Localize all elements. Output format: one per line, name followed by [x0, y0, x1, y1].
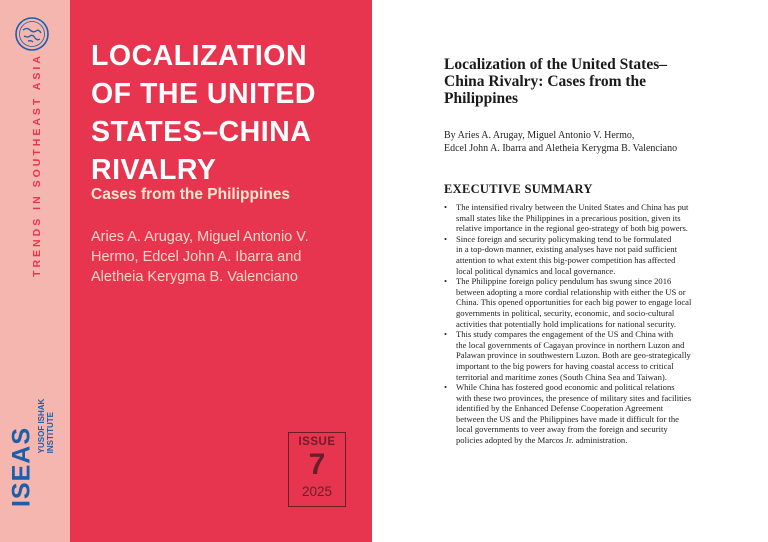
cover-title-line: LOCALIZATION [91, 40, 308, 72]
cover-subtitle: Cases from the Philippines [91, 186, 290, 203]
cover-author-line: Aletheia Kerygma B. Valenciano [91, 269, 298, 285]
cover-panel [70, 0, 372, 542]
summary-bullet-line: The Philippine foreign policy pendulum has swung since 2016 [456, 276, 672, 287]
byline-line: Edcel John A. Ibarra and Aletheia Kerygma B. Valenciano [444, 142, 678, 154]
cover-spine [0, 0, 70, 542]
bullet-dot-icon: • [444, 233, 448, 244]
issue-box [288, 432, 346, 507]
issue-number: 7 [308, 448, 326, 481]
summary-bullet-line: While China has fostered good economic and political relations [456, 382, 675, 393]
summary-bullet-line: Since foreign and security policymaking tend to be formulated [456, 233, 672, 244]
summary-bullet-line: with these two provinces, the presence of military sites and facilities [456, 392, 692, 403]
section-heading: EXECUTIVE SUMMARY [444, 182, 593, 196]
byline-line: By Aries A. Arugay, Miguel Antonio V. Hermo, [444, 130, 635, 141]
iseas-logo: ISEAS [7, 426, 36, 508]
summary-bullet-line: The intensified rivalry between the United States and China has put [456, 202, 689, 212]
summary-bullet-line: attention to what extent this big-power competition has affected [456, 254, 676, 265]
summary-bullet-line: the local governments of Cagayan province in northern Luzon and [456, 339, 685, 350]
cover-author-line: Aries A. Arugay, Miguel Antonio V. [91, 229, 309, 245]
summary-bullet-line: China. This opened opportunities for each big power to engage local [456, 297, 692, 308]
document-title [444, 56, 734, 107]
globe-logo-icon [14, 16, 50, 52]
cover-title-line: OF THE UNITED [91, 78, 316, 110]
byline [444, 130, 677, 155]
publisher-name-line: INSTITUTE [46, 411, 55, 454]
cover-title [91, 37, 361, 189]
bullet-dot-icon: • [444, 276, 448, 287]
summary-bullet-item [444, 382, 744, 446]
document-title-line: Philippines [444, 90, 519, 107]
issue-label: ISSUE [298, 436, 336, 448]
summary-bullet-line: between adopting a more cordial relationship with either the US or [456, 286, 686, 297]
publisher-name [37, 399, 55, 454]
publisher-name-line: YUSOF ISHAK [37, 398, 46, 454]
summary-bullet-line: Palawan province in southwestern Luzon. Both are geo-strategically [456, 350, 691, 361]
series-label: TRENDS IN SOUTHEAST ASIA [31, 53, 43, 277]
summary-bullet-line: important to the big powers for having coastal access to critical [456, 360, 674, 371]
summary-bullet-line: territorial and maritime zones (South China Sea and Taiwan). [456, 371, 667, 382]
summary-bullet-line: local governments to veer away from the foreign and security [456, 424, 668, 435]
summary-bullet-line: small states like the Philippines in a precarious position, given its [456, 212, 681, 223]
summary-bullet-item [444, 202, 744, 234]
bullet-dot-icon: • [444, 202, 448, 212]
document-title-line: Localization of the United States– [444, 56, 668, 73]
cover-author-line: Hermo, Edcel John A. Ibarra and [91, 249, 302, 265]
summary-bullet-line: policies adopted by the Marcos Jr. administration. [456, 435, 628, 446]
summary-bullet-line: relative importance in the regional geo-strategy of both big powers. [456, 223, 688, 234]
summary-bullet-line: activities that potentially hold implications for national security. [456, 318, 676, 329]
summary-bullet-item [444, 234, 744, 276]
summary-bullet-line: governments in political, security, economic, and socio-cultural [456, 307, 675, 318]
issue-year: 2025 [301, 484, 333, 499]
summary-bullets [444, 202, 744, 446]
summary-bullet-line: This study compares the engagement of the US and China with [456, 329, 674, 340]
cover-title-line: RIVALRY [91, 154, 217, 186]
bullet-dot-icon: • [444, 382, 448, 393]
summary-bullet-item [444, 276, 744, 329]
summary-bullet-line: between the US and the Philippines have made it difficult for the [456, 413, 679, 424]
summary-bullet-line: local political dynamics and local governance. [456, 265, 616, 276]
summary-bullet-line: in a top-down manner, existing analyses have not paid sufficient [456, 244, 677, 255]
cover-title-line: STATES–CHINA [91, 116, 312, 148]
bullet-dot-icon: • [444, 329, 448, 340]
cover-authors [91, 227, 361, 287]
summary-bullet-item [444, 329, 744, 382]
document-page [372, 0, 768, 542]
summary-bullet-line: identified by the Enhanced Defense Cooperation Agreement [456, 403, 664, 414]
document-title-line: China Rivalry: Cases from the [444, 73, 647, 90]
